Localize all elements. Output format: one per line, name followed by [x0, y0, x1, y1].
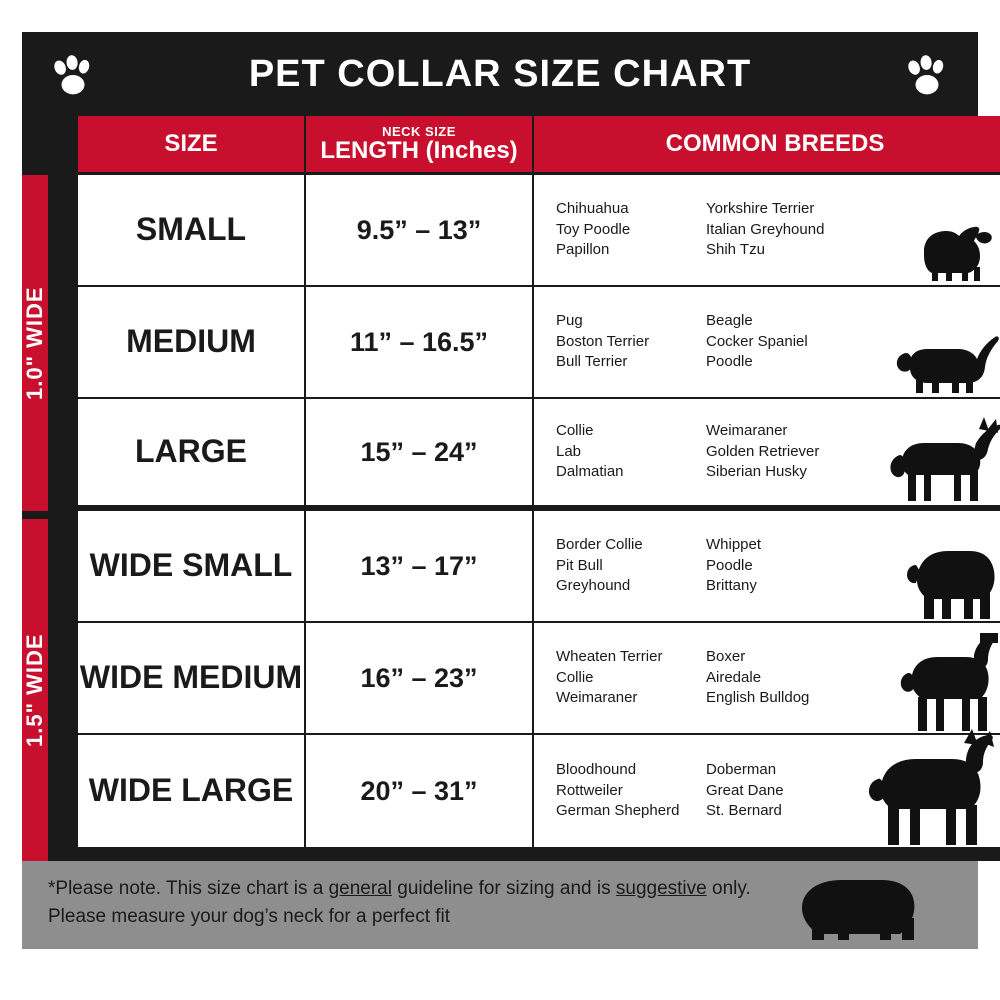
footer-text-a: *Please note. This size chart is a	[48, 878, 329, 899]
paw-print-icon	[904, 52, 950, 98]
column-header-length	[306, 116, 534, 172]
breed-item: Yorkshire Terrier	[706, 199, 815, 217]
breed-item: Boxer	[706, 647, 746, 665]
table-header-row	[78, 116, 1000, 175]
size-table	[22, 116, 978, 861]
size-label: WIDE SMALL	[89, 547, 293, 584]
length-value: 16” – 23”	[360, 662, 478, 693]
width-group-column	[22, 116, 78, 861]
shepherd-silhouette-icon	[866, 399, 1000, 505]
breeds-column-2	[706, 199, 866, 261]
breeds-column-1	[556, 199, 706, 261]
breeds-column-1	[556, 647, 706, 709]
breed-item: Beagle	[706, 311, 753, 329]
table-row	[78, 735, 1000, 847]
size-label: SMALL	[135, 211, 247, 248]
breed-item: German Shepherd	[556, 802, 680, 820]
breed-item: Border Collie	[556, 535, 643, 553]
footer-text-general: general	[328, 878, 392, 899]
length-value: 20” – 31”	[360, 775, 478, 806]
breeds-column-1	[556, 421, 706, 483]
footer-line-1	[48, 875, 952, 903]
footer-note	[22, 861, 978, 949]
breed-item: Poodle	[706, 556, 753, 574]
column-header-breeds: COMMON BREEDS	[665, 130, 885, 157]
chart-header	[22, 32, 978, 116]
length-value: 9.5” – 13”	[356, 214, 482, 245]
breed-item: Collie	[556, 421, 594, 439]
footer-text-e: only.	[706, 878, 751, 899]
small-fluffy-dog-silhouette-icon	[866, 175, 1000, 285]
length-value: 13” – 17”	[360, 550, 478, 581]
bulldog-silhouette-icon	[866, 511, 1000, 621]
breed-item: Wheaten Terrier	[556, 647, 663, 665]
breed-item: Airedale	[706, 668, 762, 686]
breed-item: Whippet	[706, 535, 762, 553]
breed-item: Boston Terrier	[556, 332, 650, 350]
breeds-column-2	[706, 421, 866, 483]
length-value: 15” – 24”	[360, 436, 478, 467]
footer-line-2: Please measure your dog’s neck for a perfect fit	[48, 905, 451, 927]
pet-collar-size-chart	[22, 32, 978, 968]
table-body	[78, 116, 1000, 861]
breeds-column-2	[706, 647, 866, 709]
size-label: LARGE	[135, 433, 247, 470]
paw-print-icon	[50, 52, 96, 98]
breeds-column-2	[706, 760, 866, 822]
page-title: PET COLLAR SIZE CHART	[248, 52, 752, 95]
breed-item: Siberian Husky	[706, 463, 807, 481]
breed-item: Dalmatian	[556, 463, 624, 481]
size-label: WIDE LARGE	[88, 772, 294, 809]
breed-item: St. Bernard	[706, 802, 782, 820]
breed-item: Lab	[556, 442, 582, 460]
breed-item: Doberman	[706, 760, 777, 778]
length-value: 11” – 16.5”	[349, 326, 489, 357]
table-row	[78, 399, 1000, 511]
breed-item: Rottweiler	[556, 781, 623, 799]
breed-item: Weimaraner	[556, 689, 638, 707]
terrier-silhouette-icon	[866, 623, 1000, 733]
table-row	[78, 623, 1000, 735]
footer-text-c: guideline for sizing and is	[391, 878, 616, 899]
breed-item: Cocker Spaniel	[706, 332, 808, 350]
breed-item: Papillon	[556, 241, 610, 259]
breed-item: Collie	[556, 668, 594, 686]
breed-item: Greyhound	[556, 577, 631, 595]
column-header-size: SIZE	[78, 116, 306, 172]
breeds-column-2	[706, 311, 866, 373]
footer-text-suggestive: suggestive	[615, 878, 707, 899]
table-row	[78, 511, 1000, 623]
size-label: MEDIUM	[126, 323, 256, 360]
breed-item: Bloodhound	[556, 760, 637, 778]
group-divider	[22, 511, 78, 519]
breed-item: Golden Retriever	[706, 442, 820, 460]
table-row	[78, 287, 1000, 399]
beagle-silhouette-icon	[866, 287, 1000, 397]
doberman-silhouette-icon	[866, 735, 1000, 847]
breed-item: Poodle	[706, 353, 753, 371]
breed-item: English Bulldog	[706, 689, 810, 707]
breed-item: Weimaraner	[706, 421, 788, 439]
breed-item: Italian Greyhound	[706, 220, 825, 238]
table-row	[78, 175, 1000, 287]
breed-item: Great Dane	[706, 781, 784, 799]
breed-item: Shih Tzu	[706, 241, 765, 259]
group-label-1: 1.0" WIDE	[22, 175, 48, 511]
breed-item: Brittany	[706, 577, 757, 595]
breeds-column-1	[556, 311, 706, 373]
breed-item: Chihuahua	[556, 199, 629, 217]
breeds-column-2	[706, 535, 866, 597]
breed-item: Bull Terrier	[556, 353, 628, 371]
breed-item: Pit Bull	[556, 556, 603, 574]
breed-item: Toy Poodle	[556, 220, 631, 238]
column-header-length-sub: NECK SIZE	[382, 123, 456, 139]
group-label-2: 1.5" WIDE	[22, 519, 48, 861]
breeds-column-1	[556, 535, 706, 597]
column-header-length-main: LENGTH (Inches)	[320, 137, 518, 165]
size-label: WIDE MEDIUM	[79, 659, 303, 696]
breed-item: Pug	[556, 311, 583, 329]
breeds-column-1	[556, 760, 706, 822]
